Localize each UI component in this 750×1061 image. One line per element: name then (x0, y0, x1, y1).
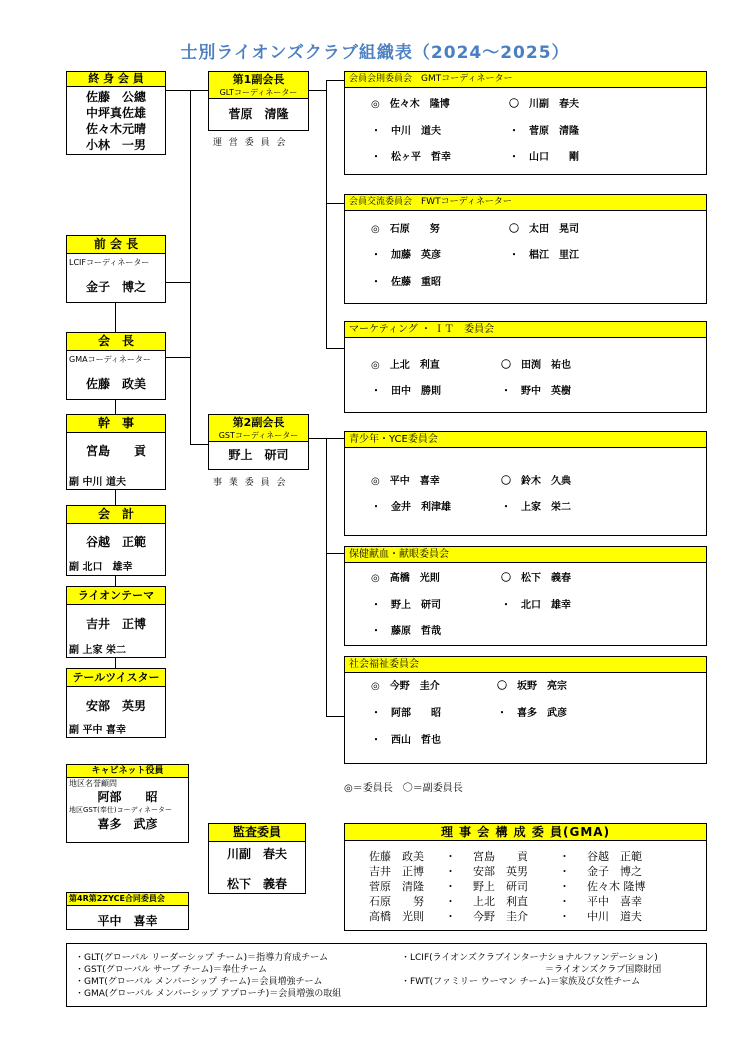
committee-member: 〇 太田 晃司 (509, 224, 579, 235)
lifetime-members-box (66, 71, 166, 155)
page-title: 士別ライオンズクラブ組織表（2024～2025） (180, 43, 570, 63)
committee-member: ・ 佐藤 重昭 (371, 277, 441, 288)
member-name: 小林 一男 (85, 138, 146, 152)
cabinet-role-label: 地区名誉顧問 (69, 779, 117, 788)
lifetime-members-header: 終 身 会 員 (67, 72, 165, 87)
board-member: 佐々木 隆博 (587, 880, 646, 893)
board-member: 菅原 清隆 (369, 880, 424, 893)
committee-member: ◎ 今野 圭介 (371, 681, 440, 692)
committee-member: ◎ 高橋 光則 (371, 573, 440, 584)
committee-member: ・ 金井 利津雄 (371, 502, 451, 513)
committee-member: ・ 喜多 武彦 (497, 708, 567, 719)
committee-member: ・ 中川 道夫 (371, 126, 441, 137)
committee-member: 〇 川副 春夫 (509, 99, 579, 110)
deputy-name: 副 北口 雄幸 (69, 562, 133, 573)
cabinet-officers-header: キャビネット役員 (67, 765, 188, 778)
connector-line (190, 90, 208, 91)
footnote: ・GMT(グローバル メンバーシップ チーム)＝会員増強チーム (75, 977, 323, 987)
committee-member: ・ 上家 栄二 (501, 502, 571, 513)
separator-dot: ・ (559, 850, 570, 863)
board-member: 吉井 正博 (369, 865, 424, 878)
president-header: 会 長 (67, 333, 165, 351)
footnote: ・GST(グローバル サーブ チーム)＝奉仕チーム (75, 965, 268, 975)
connector-line (190, 444, 208, 445)
past-president-header: 前 会 長 (67, 236, 165, 254)
lion-tamer-name: 吉井 正博 (85, 617, 146, 631)
board-member: 野上 研司 (473, 880, 528, 893)
connector-line (166, 357, 190, 358)
separator-dot: ・ (445, 895, 456, 908)
separator-dot: ・ (559, 880, 570, 893)
second-vp-header: 第2副会長 (209, 415, 308, 430)
cabinet-officers-box (66, 764, 189, 843)
member-name: 佐藤 公總 (85, 90, 146, 104)
board-member: 金子 博之 (587, 865, 642, 878)
separator-dot: ・ (559, 865, 570, 878)
committee-member: ・ 松ヶ平 哲幸 (371, 152, 451, 163)
footnote: ＝ライオンズクラブ国際財団 (545, 965, 662, 975)
role-subtitle: LCIFコーディネーター (69, 258, 150, 267)
board-member: 谷越 正範 (587, 850, 642, 863)
joint-committee-header: 第4R第2ZYCE合同委員会 (67, 893, 188, 906)
president-box (66, 332, 166, 400)
cabinet-name: 喜多 武彦 (97, 817, 158, 831)
committee-member: 〇 坂野 亮宗 (497, 681, 567, 692)
committee-member: ・ 菅原 清隆 (509, 126, 579, 137)
role-subtitle: GLTコーディネーター (209, 87, 308, 99)
footnote: ・LCIF(ライオンズクラブインターナショナルファンデーション) (401, 953, 658, 963)
member-name: 中坪真佐雄 (85, 106, 146, 120)
committee-member: 〇 松下 義春 (501, 573, 571, 584)
connector-line (309, 438, 326, 439)
member-exchange-committee-box (344, 194, 707, 304)
connector-line (309, 90, 326, 91)
committee-header: 会員交流委員会 FWTコーディネーター (345, 195, 706, 211)
committee-member: ・ 野中 英樹 (501, 386, 571, 397)
committee-header: 青少年・YCE委員会 (345, 432, 706, 448)
treasurer-box (66, 505, 166, 576)
committee-member: ◎ 平中 喜幸 (371, 476, 440, 487)
committee-member: ・ 藤原 哲哉 (371, 626, 441, 637)
joint-committee-box (66, 892, 189, 930)
lion-tamer-header: ライオンテーマ (67, 587, 165, 605)
auditor-header: 監査委員 (209, 824, 305, 842)
joint-committee-name: 平中 喜幸 (97, 914, 158, 928)
committee-member: ・ 北口 雄幸 (501, 600, 571, 611)
treasurer-name: 谷越 正範 (85, 535, 146, 549)
connector-line (115, 658, 116, 668)
committee-header: 会員会則委員会 GMTコーディネーター (345, 72, 706, 88)
connector-line (326, 80, 327, 349)
connector-line (166, 90, 190, 91)
auditor-name: 松下 義春 (226, 877, 287, 891)
separator-dot: ・ (559, 910, 570, 923)
first-vp-name: 菅原 清隆 (228, 107, 289, 121)
tail-twister-header: テールツイスター (67, 669, 165, 687)
committee-header: マーケティング ・ ＩＴ 委員会 (345, 322, 706, 338)
role-subtitle: GSTコーディネーター (209, 430, 308, 442)
treasurer-header: 会 計 (67, 506, 165, 524)
connector-line (190, 90, 191, 444)
board-header: 理 事 会 構 成 委 員(GMA) (345, 824, 706, 841)
project-committee-caption: 事 業 委 員 会 (213, 478, 288, 488)
connector-line (115, 303, 116, 332)
committee-member: ・ 阿部 昭 (371, 708, 441, 719)
tail-twister-box (66, 668, 166, 738)
connector-line (115, 400, 116, 414)
separator-dot: ・ (559, 895, 570, 908)
board-members-box (344, 823, 707, 931)
connector-line (326, 716, 344, 717)
board-member: 安部 英男 (473, 865, 528, 878)
committee-member: 〇 田渕 祐也 (501, 360, 571, 371)
cabinet-name: 阿部 昭 (97, 790, 158, 804)
committee-member: ・ 野上 研司 (371, 600, 441, 611)
committee-member: ◎ 佐々木 隆博 (371, 99, 450, 110)
separator-dot: ・ (445, 865, 456, 878)
connector-line (115, 576, 116, 586)
committee-member: 〇 鈴木 久典 (501, 476, 571, 487)
second-vice-president-box (208, 414, 309, 470)
separator-dot: ・ (445, 850, 456, 863)
connector-line (326, 438, 327, 717)
committee-header: 保健献血・献眼委員会 (345, 547, 706, 563)
tail-twister-name: 安部 英男 (85, 699, 146, 713)
first-vp-header: 第1副会長 (209, 72, 308, 87)
footnote: ・GLT(グローバル リーダーシップ チーム)＝指導力育成チーム (75, 953, 329, 963)
connector-line (326, 553, 344, 554)
committee-header: 社会福祉委員会 (345, 657, 706, 673)
connector-line (115, 490, 116, 505)
board-member: 高橋 光則 (369, 910, 424, 923)
committee-member: ◎ 石原 努 (371, 224, 440, 235)
connector-line (326, 80, 344, 81)
first-vice-president-box (208, 71, 309, 131)
past-president-name: 金子 博之 (85, 280, 146, 294)
board-member: 上北 利直 (473, 895, 528, 908)
board-member: 宮島 貢 (473, 850, 528, 863)
cabinet-role-label: 地区GST(奉仕)コーディネーター (69, 806, 173, 814)
committee-member: ・ 加藤 英彦 (371, 250, 441, 261)
footnote: ・GMA(グローバル メンバーシップ アプローチ)＝会員増強の取組 (75, 989, 342, 999)
footnotes-box (66, 943, 707, 1007)
committee-member: ・ 山口 剛 (509, 152, 579, 163)
youth-yce-committee-box (344, 431, 707, 536)
second-vp-name: 野上 研司 (228, 448, 289, 462)
footnote: ・FWT(ファミリー ウーマン チーム)＝家族及び女性チーム (401, 977, 641, 987)
legend: ◎＝委員長 〇＝副委員長 (344, 783, 463, 794)
management-committee-caption: 運 営 委 員 会 (213, 138, 288, 148)
deputy-name: 副 上家 栄二 (69, 645, 126, 656)
committee-member: ・ 田中 勝則 (371, 386, 441, 397)
committee-member: ・ 西山 哲也 (371, 735, 441, 746)
president-name: 佐藤 政美 (85, 377, 146, 391)
member-name: 佐々木元晴 (85, 122, 146, 136)
auditor-box (208, 823, 306, 894)
deputy-name: 副 中川 道夫 (69, 477, 126, 488)
connector-line (326, 348, 344, 349)
separator-dot: ・ (445, 880, 456, 893)
past-president-box (66, 235, 166, 303)
social-welfare-committee-box (344, 656, 707, 764)
auditor-name: 川副 春夫 (226, 847, 287, 861)
connector-line (166, 282, 190, 283)
board-member: 今野 圭介 (473, 910, 528, 923)
connector-line (326, 438, 344, 439)
marketing-it-committee-box (344, 321, 707, 413)
lion-tamer-box (66, 586, 166, 658)
committee-member: ◎ 上北 利直 (371, 360, 440, 371)
secretary-name: 宮島 貢 (85, 444, 146, 458)
health-blood-eye-committee-box (344, 546, 707, 646)
connector-line (326, 203, 344, 204)
secretary-box (66, 414, 166, 490)
board-member: 佐藤 政美 (369, 850, 424, 863)
board-member: 平中 喜幸 (587, 895, 642, 908)
role-subtitle: GMAコーディネーター (69, 355, 151, 364)
board-member: 石原 努 (369, 895, 424, 908)
separator-dot: ・ (445, 910, 456, 923)
deputy-name: 副 平中 喜幸 (69, 725, 126, 736)
secretary-header: 幹 事 (67, 415, 165, 433)
membership-committee-box (344, 71, 707, 175)
committee-member: ・ 椙江 里江 (509, 250, 579, 261)
board-member: 中川 道夫 (587, 910, 642, 923)
